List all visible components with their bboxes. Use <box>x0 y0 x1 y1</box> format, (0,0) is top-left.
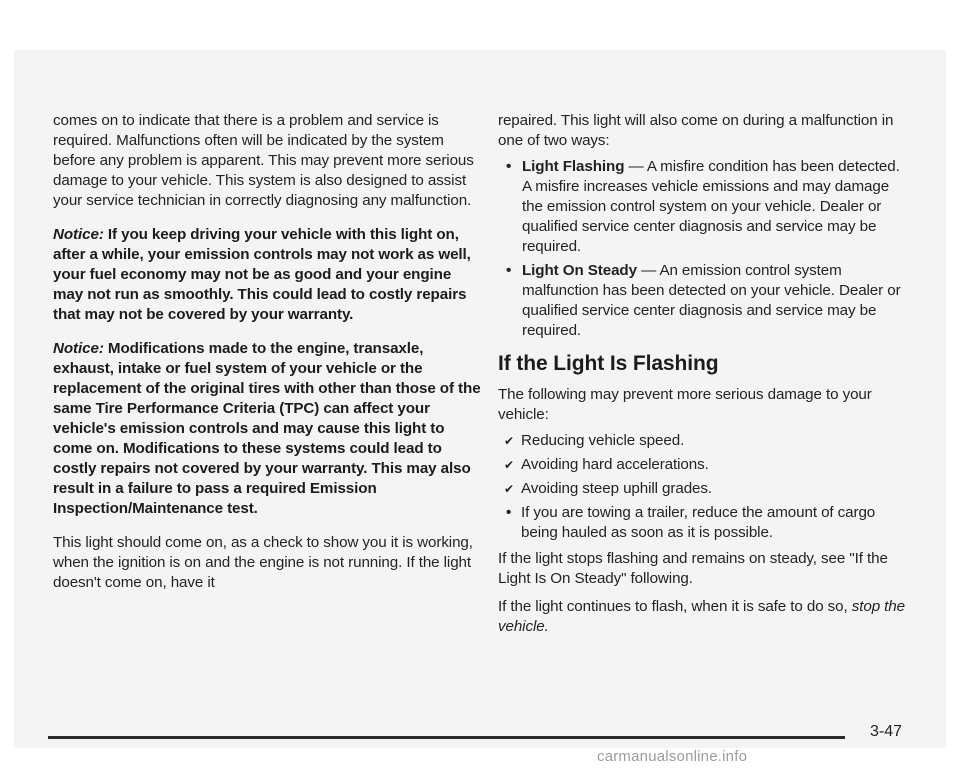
list-item-text: Avoiding steep uphill grades. <box>521 480 713 497</box>
list-item <box>498 455 908 475</box>
manual-page <box>14 50 946 748</box>
list-item <box>498 503 908 543</box>
left-column <box>53 111 485 593</box>
mode-term: Light On Steady <box>522 262 637 279</box>
list-item <box>498 479 908 499</box>
right-column <box>498 111 908 637</box>
footer-rule <box>48 736 845 739</box>
mode-text: — An emission control system malfunction has been detected on your vehicle. Dealer or qualified service center diagnosis and service may be required. <box>522 262 901 339</box>
page-number: 3-47 <box>870 723 903 740</box>
check-icon: ✔ <box>504 434 514 448</box>
list-item-text: Reducing vehicle speed. <box>521 432 685 449</box>
watermark: carmanualsonline.info <box>597 748 748 765</box>
notice-modifications <box>53 339 485 519</box>
mode-text: — A misfire condition has been detected. A misfire increases vehicle emissions and may damage the emission control system on your vehicle. Dealer or qualified service center diagnosis and service may be required. <box>522 158 900 255</box>
notice-label: Notice: <box>53 340 104 357</box>
check-paragraph: This light should come on, as a check to show you it is working, when the ignition is on and the engine is not running. If the light doesn't come on, have it <box>53 534 473 591</box>
intro-paragraph: comes on to indicate that there is a problem and service is required. Malfunctions often will be indicated by the system before any problem is apparent. This may prevent more serious damage to your vehicle. This system is also designed to assist your service technician in correctly diagnosing any malfunction. <box>53 112 474 209</box>
bullet-icon: • <box>506 262 512 279</box>
continues-text: If the light continues to flash, when it is safe to do so, <box>498 598 848 615</box>
bullet-icon: • <box>506 158 512 175</box>
notice-driving <box>53 225 485 325</box>
stop-vehicle-text: stop the vehicle. <box>498 598 905 635</box>
mode-term: Light Flashing <box>522 158 625 175</box>
malfunction-intro: repaired. This light will also come on during a malfunction in one of two ways: <box>498 112 894 149</box>
notice-label: Notice: <box>53 226 104 243</box>
notice-driving-text: If you keep driving your vehicle with this light on, after a while, your emission controls may not work as well, your fuel economy may not be as good and your engine may not run as smoothly. This could lead to costly repairs that may not be covered by your warranty. <box>53 226 471 323</box>
notice-modifications-text: Modifications made to the engine, transaxle, exhaust, intake or fuel system of your vehicle or the replacement of the original tires with other than those of the same Tire Performance Criteria (TPC) can affect your vehicle's emission controls and may cause this light to come on. Modifications to these systems could lead to costly repairs not covered by your warranty. This may also result in a failure to pass a required Emission Inspection/Maintenance test. <box>53 340 481 517</box>
list-item <box>498 261 908 341</box>
check-icon: ✔ <box>504 482 514 496</box>
list-item <box>498 157 908 257</box>
list-item-text: Avoiding hard accelerations. <box>521 456 709 473</box>
list-item-text: If you are towing a trailer, reduce the amount of cargo being hauled as soon as it is possible. <box>521 504 876 541</box>
list-item <box>498 431 908 451</box>
continues-note <box>498 597 908 637</box>
light-modes-list <box>498 157 908 341</box>
prevent-intro: The following may prevent more serious damage to your vehicle: <box>498 386 872 423</box>
bullet-icon: • <box>506 504 512 521</box>
steady-note: If the light stops flashing and remains on steady, see "If the Light Is On Steady" following. <box>498 550 888 587</box>
prevent-list <box>498 431 908 543</box>
check-icon: ✔ <box>504 458 514 472</box>
section-heading: If the Light Is Flashing <box>498 352 719 375</box>
